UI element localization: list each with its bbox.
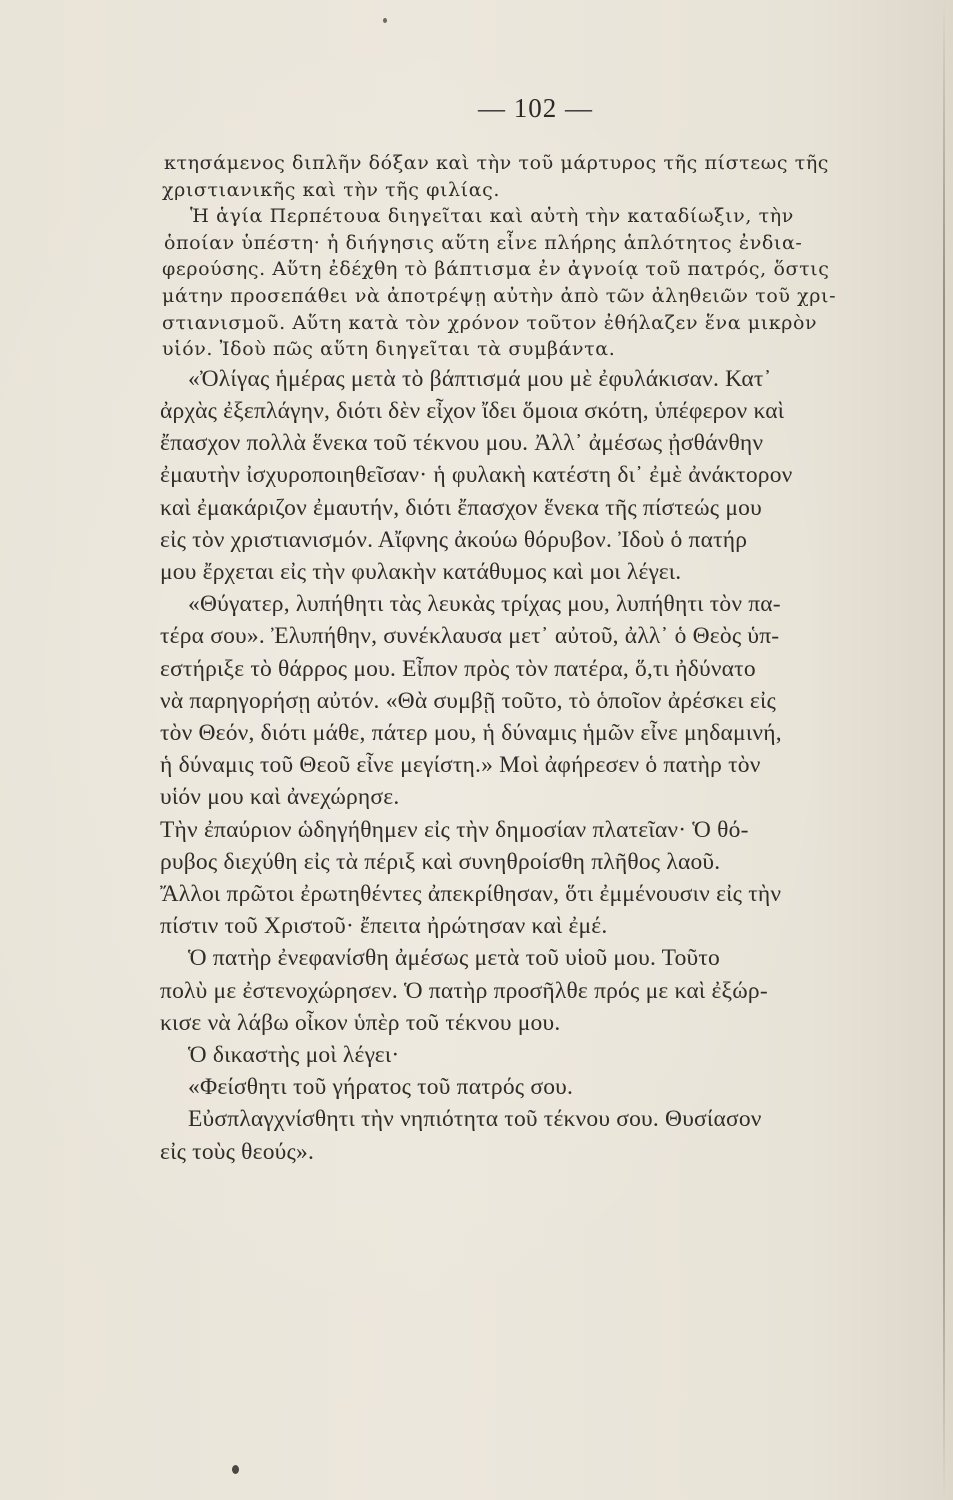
text-line: «Ὀλίγας ἡμέρας μετὰ τὸ βάπτισμά μου μὲ ἐφυλάκισαν. Κατ᾽ — [188, 365, 772, 392]
text-line: υἱόν μου καὶ ἀνεχώρησε. — [160, 784, 400, 811]
text-line: τέρα σου». Ἐλυπήθην, συνέκλαυσα μετ᾽ αὐτοῦ, ἀλλ᾽ ὁ Θεὸς ὑπ- — [160, 623, 780, 650]
paragraph-new-typeface — [160, 363, 940, 1168]
text-line: κισε νὰ λάβω οἶκον ὑπὲρ τοῦ τέκνου μου. — [160, 1009, 561, 1036]
text-line: Ἄλλοι πρῶτοι ἐρωτηθέντες ἀπεκρίθησαν, ὅτι ἐμμένουσιν εἰς τὴν — [160, 881, 782, 907]
text-line: μάτην προσεπάθει νὰ ἀποτρέψῃ αὐτὴν ἀπὸ τῶν ἀληθειῶν τοῦ χρι- — [162, 284, 837, 307]
text-line: ρυβος διεχύθη εἰς τὰ πέριξ καὶ συνηθροίσθη πλῆθος λαοῦ. — [160, 848, 721, 875]
ink-dot — [232, 1465, 239, 1474]
ink-speck — [383, 18, 387, 23]
text-line: ἐμαυτὴν ἰσχυροποιηθεῖσαν· ἡ φυλακὴ κατέστη δι᾽ ἐμὲ ἀνάκτορον — [160, 462, 793, 489]
text-line: «Φείσθητι τοῦ γήρατος τοῦ πατρός σου. — [188, 1074, 574, 1101]
text-line: τὸν Θεόν, διότι μάθε, πάτερ μου, ἡ δύναμις ἡμῶν εἶνε μηδαμινή, — [160, 719, 782, 746]
text-line: Τὴν ἐπαύριον ὡδηγήθημεν εἰς τὴν δημοσίαν πλατεῖαν· Ὁ θό- — [160, 816, 749, 843]
text-line: ἡ δύναμις τοῦ Θεοῦ εἶνε μεγίστη.» Μοὶ ἀφήρεσεν ὁ πατὴρ τὸν — [160, 752, 761, 779]
text-line: χριστιανικῆς καὶ τὴν τῆς φιλίας. — [162, 178, 501, 201]
text-line: ἀρχὰς ἐξεπλάγην, διότι δὲν εἶχον ἴδει ὅμοια σκότη, ὑπέφερον καὶ — [160, 397, 785, 424]
text-line: νὰ παρηγορήσῃ αὐτόν. «Θὰ συμβῇ τοῦτο, τὸ ὁποῖον ἀρέσκει εἰς — [160, 687, 776, 714]
text-line: υἱόν. Ἰδοὺ πῶς αὕτη διηγεῖται τὰ συμβάντα. — [162, 338, 616, 361]
text-line: καὶ ἐμακάριζον ἐμαυτήν, διότι ἔπασχον ἕνεκα τῆς πίστεώς μου — [160, 494, 762, 521]
paragraph-old-typeface — [160, 150, 940, 363]
text-line: ὁποίαν ὑπέστη· ἡ διήγησις αὕτη εἶνε πλήρης ἁπλότητος ἐνδια- — [164, 231, 803, 254]
text-line: πίστιν τοῦ Χριστοῦ· ἔπειτα ἠρώτησαν καὶ ἐμέ. — [160, 913, 608, 940]
text-line: Ὁ πατὴρ ἐνεφανίσθη ἀμέσως μετὰ τοῦ υἱοῦ μου. Τοῦτο — [188, 945, 720, 972]
text-line: στιανισμοῦ. Αὕτη κατὰ τὸν χρόνον τοῦτον ἐθήλαζεν ἕνα μικρὸν — [162, 311, 818, 334]
text-line: μου ἔρχεται εἰς τὴν φυλακὴν κατάθυμος καὶ μοι λέγει. — [160, 558, 682, 585]
text-line: φερούσης. Αὕτη ἐδέχθη τὸ βάπτισμα ἐν ἀγνοίᾳ τοῦ πατρός, ὅστις — [162, 258, 830, 281]
page-edge-shadow — [943, 0, 945, 1500]
text-line: Ὁ δικαστὴς μοὶ λέγει· — [188, 1042, 400, 1069]
text-line: εἰς τὸν χριστιανισμόν. Αἴφνης ἀκούω θόρυβον. Ἰδοὺ ὁ πατήρ — [160, 526, 748, 553]
body-text — [160, 150, 940, 1168]
text-line: κτησάμενος διπλῆν δόξαν καὶ τὴν τοῦ μάρτυρος τῆς πίστεως τῆς — [164, 152, 830, 174]
text-line: ἔπασχον πολλὰ ἕνεκα τοῦ τέκνου μου. Ἀλλ᾽ ἀμέσως ᾐσθάνθην — [160, 430, 764, 457]
text-line: πολὺ με ἐστενοχώρησεν. Ὁ πατὴρ προσῆλθε πρός με καὶ ἐξώρ- — [160, 977, 768, 1004]
text-line: Ἡ ἁγία Περπέτουα διηγεῖται καὶ αὐτὴ τὴν καταδίωξιν, τὴν — [190, 205, 794, 228]
text-line: Εὐσπλαγχνίσθητι τὴν νηπιότητα τοῦ τέκνου σου. Θυσίασον — [188, 1106, 762, 1133]
text-line: εἰς τοὺς θεούς». — [160, 1138, 315, 1165]
text-line: εστήριξε τὸ θάρρος μου. Εἶπον πρὸς τὸν πατέρα, ὅ,τι ἠδύνατο — [160, 655, 756, 682]
page-number: — 102 — — [478, 93, 593, 123]
text-line: «Θύγατερ, λυπήθητι τὰς λευκὰς τρίχας μου, λυπήθητι τὸν πα- — [188, 591, 781, 618]
